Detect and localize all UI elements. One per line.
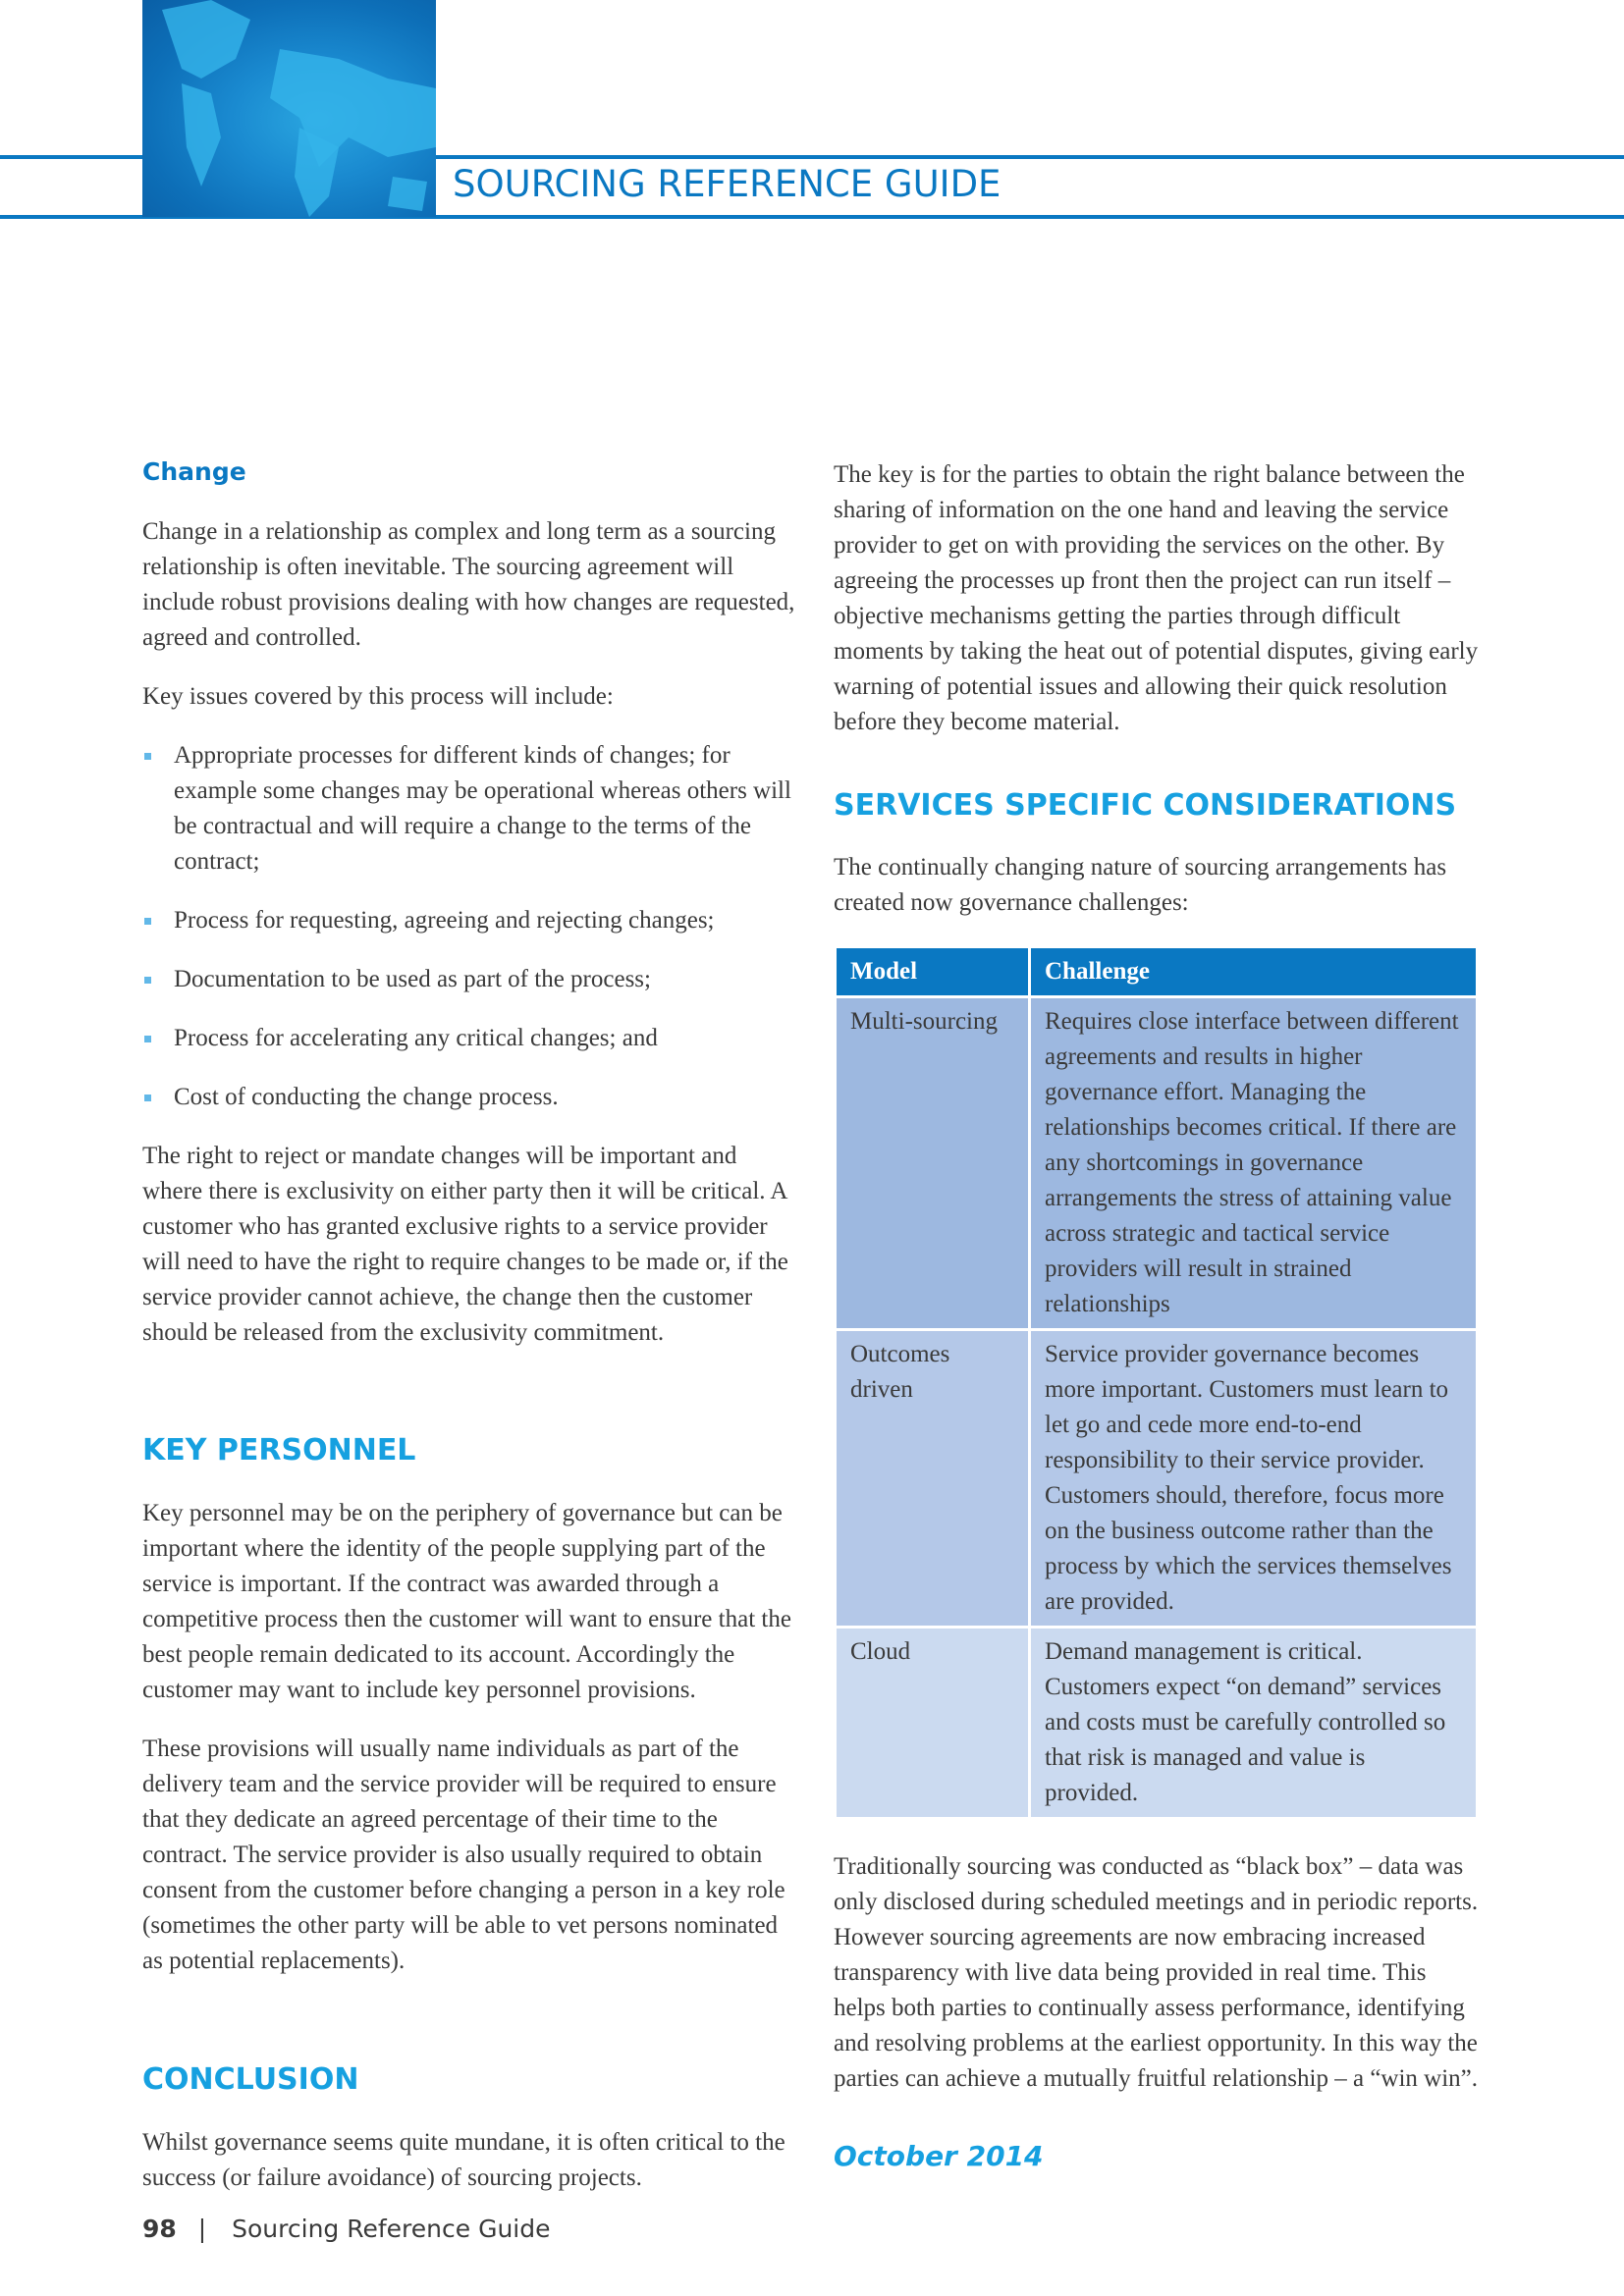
list-item-text: Process for requesting, agreeing and rejecting changes; [174, 907, 715, 934]
bullet-icon [144, 918, 151, 925]
guide-title: SOURCING REFERENCE GUIDE [453, 163, 1001, 205]
bullet-icon [144, 977, 151, 984]
list-item [142, 962, 795, 997]
issues-list [142, 738, 795, 1115]
list-item [142, 903, 795, 938]
model-cell: Multi-sourcing [836, 997, 1030, 1330]
bullet-icon [144, 1036, 151, 1042]
conclusion-section [142, 2125, 795, 2219]
governance-challenges-table [834, 945, 1479, 1820]
column-header-challenge: Challenge [1030, 947, 1478, 997]
list-item-text: Process for accelerating any critical changes; and [174, 1025, 658, 1051]
list-item-text: Documentation to be used as part of the process; [174, 966, 651, 992]
right-column-intro [834, 457, 1482, 764]
footer-title: Sourcing Reference Guide [232, 2215, 551, 2243]
page-footer [142, 2215, 550, 2243]
publication-date: October 2014 [834, 2140, 1044, 2172]
list-item [142, 1080, 795, 1115]
list-item [142, 738, 795, 880]
challenge-cell: Service provider governance becomes more important. Customers must learn to let go and cede more end-to-end responsibility to their service provider. Customers should, therefore, focus more on the business outcome rather than the process by which the services themselves are provided. [1030, 1330, 1478, 1628]
paragraph: Key issues covered by this process will include: [142, 683, 614, 710]
model-cell: Outcomes driven [836, 1330, 1030, 1628]
paragraph: Key personnel may be on the periphery of governance but can be important where the identity of the people supplying part of the service is important. If the contract was awarded through a competitive process then the customer will want to ensure that the best people remain dedicated to its account. Accordingly the customer may want to include key personnel provisions. [142, 1500, 791, 1703]
list-item-text: Cost of conducting the change process. [174, 1084, 559, 1110]
table-row [836, 1330, 1478, 1628]
table-row [836, 997, 1478, 1330]
world-map-image [142, 0, 436, 217]
model-cell: Cloud [836, 1628, 1030, 1819]
right-column-closing [834, 1849, 1482, 2120]
challenge-cell: Demand management is critical. Customers expect “on demand” services and costs must be carefully controlled so that risk is managed and value is provided. [1030, 1628, 1478, 1819]
key-personnel-heading: KEY PERSONNEL [142, 1433, 416, 1468]
page-number: 98 [142, 2215, 177, 2243]
list-item [142, 1021, 795, 1056]
paragraph: Traditionally sourcing was conducted as “black box” – data was only disclosed during scheduled meetings and in periodic reports. However sourcing agreements are now embracing increased transparency with live data being provided in real time. This helps both parties to continually assess performance, identifying and resolving problems at the earliest opportunity. In this way the parties can achieve a mutually fruitful relationship – a “win win”. [834, 1853, 1479, 2092]
bullet-icon [144, 1095, 151, 1101]
paragraph: The continually changing nature of sourcing arrangements has created now governance challenges: [834, 854, 1447, 916]
footer-separator: | [197, 2215, 207, 2243]
left-column [142, 514, 795, 1374]
table-row [836, 1628, 1478, 1819]
paragraph: Change in a relationship as complex and long term as a sourcing relationship is often inevitable. The sourcing agreement will include robust provisions dealing with how changes are requested, agreed and controlled. [142, 518, 795, 651]
change-heading: Change [142, 457, 246, 486]
list-item-text: Appropriate processes for different kinds of changes; for example some changes may be operational whereas others will be contractual and will require a change to the terms of the contract; [174, 742, 791, 875]
bullet-icon [144, 753, 151, 760]
challenge-cell: Requires close interface between different agreements and results in higher governance effort. Managing the relationships becomes critical. If there are any shortcomings in governance arrangements the stress of attaining value across strategic and tactical service providers will result in strained relationships [1030, 997, 1478, 1330]
paragraph: The right to reject or mandate changes will be important and where there is exclusivity on either party then it will be critical. A customer who has granted exclusive rights to a service provider will need to have the right to require changes to be made or, if the service provider cannot achieve, the change then the customer should be released from the exclusivity commitment. [142, 1143, 788, 1346]
key-personnel-section [142, 1496, 795, 2002]
conclusion-heading: CONCLUSION [142, 2062, 359, 2097]
paragraph: Whilst governance seems quite mundane, it is often critical to the success (or failure avoidance) of sourcing projects. [142, 2129, 785, 2191]
table-header-row [836, 947, 1478, 997]
column-header-model: Model [836, 947, 1030, 997]
paragraph: The key is for the parties to obtain the right balance between the sharing of information on the one hand and leaving the service provider to get on with providing the services on the other. By agreeing the processes up front then the project can run itself – objective mechanisms getting the parties through difficult moments by taking the heat out of potential disputes, giving early warning of potential issues and allowing their quick resolution before they become material. [834, 461, 1479, 735]
paragraph: These provisions will usually name individuals as part of the delivery team and the service provider will be required to ensure that they dedicate an agreed percentage of their time to the contract. The service provider is also usually required to obtain consent from the customer before changing a person in a key role (sometimes the other party will be able to vet persons nominated as potential replacements). [142, 1735, 785, 1974]
services-intro [834, 850, 1482, 944]
services-considerations-heading: SERVICES SPECIFIC CONSIDERATIONS [834, 788, 1457, 823]
